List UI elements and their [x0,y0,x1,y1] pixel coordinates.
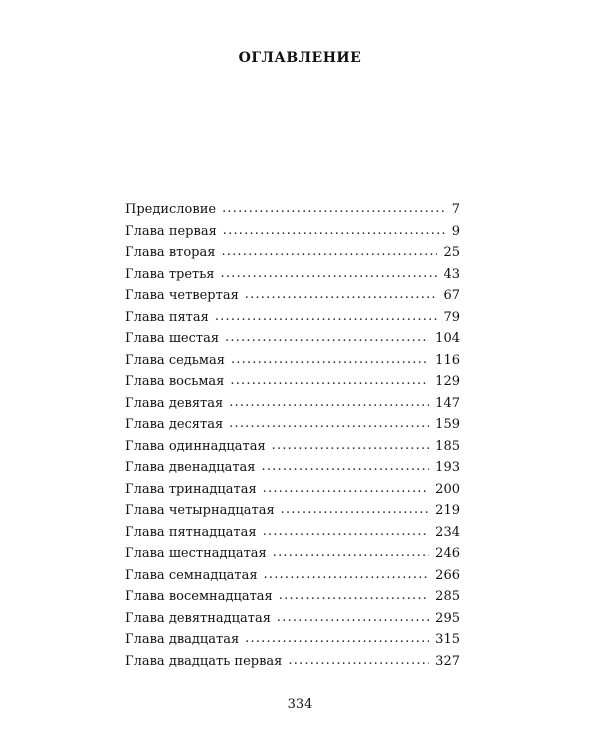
toc-entry [125,288,460,310]
toc-entry-page: 295 [435,610,460,626]
toc-entry-label: Глава пятая [125,309,209,325]
toc-entry-page: 147 [435,395,460,411]
toc-entry [125,439,460,461]
toc-entry [125,546,460,568]
toc-entry-page: 315 [435,632,460,647]
toc-dot-leader [245,287,438,302]
toc-entry [125,654,460,676]
toc-entry-page: 9 [451,223,460,239]
toc-entry-page: 104 [435,331,460,346]
toc-entry-page: 285 [435,589,460,604]
toc-dot-leader [221,244,437,259]
toc-dot-leader [229,395,429,410]
toc-entry-label: Глава седьмая [125,352,225,368]
toc-dot-leader [225,330,429,345]
toc-entry-label: Глава шестнадцатая [125,546,267,561]
toc-dot-leader [288,653,429,668]
toc-dot-leader [229,416,429,431]
toc-entry-label: Глава десятая [125,417,224,432]
toc-entry-label: Глава семнадцатая [125,567,258,583]
toc-dot-leader [245,631,429,646]
toc-entry-page: 200 [435,481,460,497]
toc-entry-label: Глава одиннадцатая [125,438,266,454]
toc-entry-label: Глава четвертая [125,288,239,303]
toc-entry [125,202,460,224]
toc-entry-label: Предисловие [125,202,217,217]
toc-entry-label: Глава шестая [125,331,220,346]
toc-entry [125,331,460,353]
toc-entry-page: 7 [451,202,460,217]
toc-entry-page: 67 [443,288,460,303]
toc-dot-leader [215,309,438,324]
page-number: 334 [287,697,313,712]
toc-entry-page: 219 [435,503,460,518]
toc-dot-leader [223,223,446,238]
toc-entry-label: Глава восемнадцатая [125,589,273,604]
toc-entry-label: Глава тринадцатая [125,481,257,497]
toc-entry-page: 116 [435,352,460,368]
toc-entry [125,374,460,396]
toc-entry [125,224,460,246]
toc-entry [125,568,460,590]
toc-dot-leader [279,588,429,603]
toc-entry [125,310,460,332]
toc-entry-page: 234 [435,524,460,540]
toc-entry-label: Глава двенадцатая [125,460,256,475]
toc-entry [125,396,460,418]
toc-entry [125,267,460,289]
toc-dot-leader [277,610,429,625]
toc-entry-page: 25 [443,245,460,260]
toc-entry-label: Глава двадцать первая [125,653,283,669]
toc-dot-leader [222,201,446,216]
toc-entry-page: 185 [435,438,460,454]
toc-entry [125,503,460,525]
table-of-contents [125,202,460,675]
toc-entry [125,417,460,439]
toc-entry-page: 266 [435,567,460,583]
toc-entry-page: 193 [435,460,460,475]
toc-dot-leader [264,567,430,582]
page-title: ОГЛАВЛЕНИЕ [238,50,362,66]
toc-entry-label: Глава девятая [125,395,224,411]
toc-entry-page: 246 [435,546,460,561]
toc-entry [125,611,460,633]
toc-dot-leader [263,524,430,539]
toc-entry [125,460,460,482]
toc-entry-label: Глава вторая [125,245,216,260]
toc-dot-leader [281,502,430,517]
toc-dot-leader [263,481,430,496]
toc-dot-leader [231,352,429,367]
toc-entry [125,245,460,267]
toc-entry-page: 129 [435,374,460,389]
toc-dot-leader [273,545,429,560]
toc-entry-page: 159 [435,417,460,432]
toc-dot-leader [272,438,430,453]
toc-entry-page: 79 [443,309,460,325]
toc-dot-leader [230,373,429,388]
toc-entry-label: Глава первая [125,223,217,239]
toc-dot-leader [221,266,438,281]
toc-entry-label: Глава пятнадцатая [125,524,257,540]
toc-entry [125,482,460,504]
toc-entry [125,525,460,547]
toc-entry-label: Глава четырнадцатая [125,503,275,518]
toc-entry-label: Глава двадцатая [125,632,240,647]
toc-entry-page: 43 [443,266,460,282]
toc-entry-page: 327 [435,653,460,669]
toc-entry-label: Глава третья [125,266,215,282]
toc-entry [125,589,460,611]
toc-dot-leader [262,459,430,474]
toc-entry-label: Глава восьмая [125,374,225,389]
toc-entry [125,632,460,654]
toc-entry-label: Глава девятнадцатая [125,610,271,626]
toc-entry [125,353,460,375]
